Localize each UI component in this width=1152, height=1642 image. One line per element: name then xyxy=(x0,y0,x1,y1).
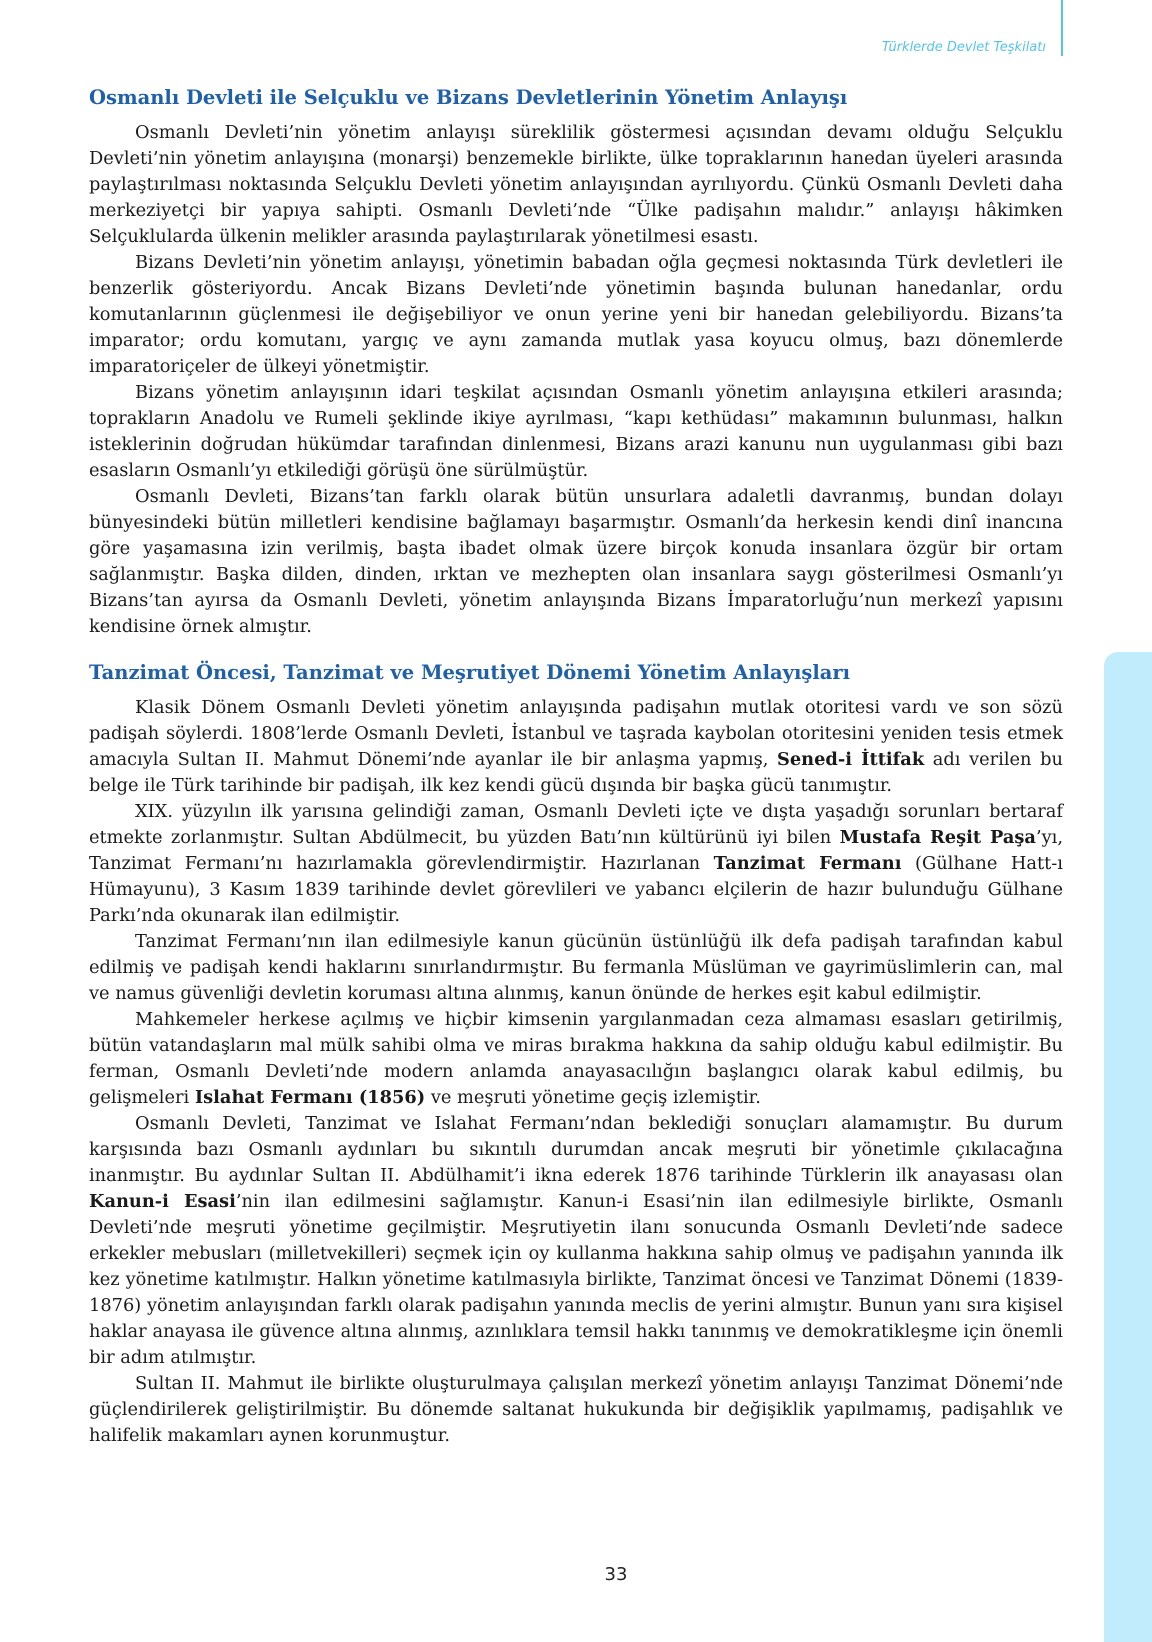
paragraph xyxy=(89,799,1063,929)
text-run: ’nin ilan edilmesini sağlamıştır. Kanun-i Esasi’nin ilan edilmesiyle birlikte, Osmanlı Devleti’nde meşruti yönetime geçilmiştir. Meşrutiyetin ilanı sonucunda Osmanlı Devleti’nde sadece erkekler mebusları (milletvekilleri) seçmek için oy kullanma hakkına sahip olmuş ve padişahın yanında ilk kez yönetime katılmıştır. Halkın yönetime katılmasıyla birlikte, Tanzimat öncesi ve Tanzimat Dönemi (1839-1876) yönetim anlayışından farklı olarak padişahın yanında meclis de yerini almıştır. Bunun yanı sıra kişisel haklar anayasa ile güvence altına alınmış, azınlıklara temsil hakkı tanınmış ve demokratikleşme için önemli bir adım atılmıştır. xyxy=(89,1191,1063,1368)
side-tab xyxy=(1104,652,1152,1642)
bold-term: Sened-i İttifak xyxy=(777,749,925,770)
section-body xyxy=(89,120,1063,640)
paragraph xyxy=(89,1007,1063,1111)
section-heading: Osmanlı Devleti ile Selçuklu ve Bizans Devletlerinin Yönetim Anlayışı xyxy=(89,86,848,109)
text-run: XIX. yüzyılın ilk yarısına gelindiği zaman, Osmanlı Devleti içte ve dışta yaşadığı sorunları bertaraf etmekte zorlanmıştır. Sultan Abdülmecit, bu yüzden Batı’nın kültürünü iyi bilen xyxy=(89,801,1063,848)
paragraph xyxy=(89,1111,1063,1371)
paragraph: Osmanlı Devleti’nin yönetim anlayışı süreklilik göstermesi açısından devamı olduğu Selçuklu Devleti’nin yönetim anlayışına (monarşi) benzemekle birlikte, ülke topraklarının hanedan üyeleri arasında paylaştırılması noktasında Selçuklu Devleti yönetim anlayışından ayrılıyordu. Çünkü Osmanlı Devleti daha merkeziyetçi bir yapıya sahipti. Osmanlı Devleti’nde “Ülke padişahın malıdır.” anlayışı hâkimken Selçuklularda ülkenin melikler arasında paylaştırılarak yönetilmesi esastı. xyxy=(89,122,1063,247)
paragraph: Sultan II. Mahmut ile birlikte oluşturulmaya çalışılan merkezî yönetim anlayışı Tanzimat Dönemi’nde güçlendirilerek geliştirilmiştir. Bu dönemde saltanat hukukunda bir değişiklik yapılmamış, padişahlık ve halifelik makamları aynen korunmuştur. xyxy=(89,1373,1063,1446)
paragraph: Osmanlı Devleti, Bizans’tan farklı olarak bütün unsurlara adaletli davranmış, bundan dolayı bünyesindeki bütün milletleri kendisine bağlamayı başarmıştır. Osmanlı’da herkesin kendi dinî inancına göre yaşamasına izin verilmiş, başta ibadet olmak üzere birçok konuda insanlara özgür bir ortam sağlanmıştır. Başka dilden, dinden, ırktan ve mezhepten olan insanlara saygı gösterilmesi Osmanlı’yı Bizans’tan ayırsa da Osmanlı Devleti, yönetim anlayışında Bizans İmparatorluğu’nun merkezî yapısını kendisine örnek almıştır. xyxy=(89,486,1063,637)
text-run: (Gülhane Hatt-ı Hümayunu), 3 Kasım 1839 tarihinde devlet görevlileri ve yabancı elçilerin de hazır bulunduğu Gülhane Parkı’nda okunarak ilan edilmiştir. xyxy=(89,853,1063,926)
text-run: Osmanlı Devleti, Tanzimat ve Islahat Fermanı’ndan beklediği sonuçları alamamıştır. Bu durum karşısında bazı Osmanlı aydınları bu sıkıntılı durumdan ancak meşruti bir yönetimle çıkılacağına inanmıştır. Bu aydınlar Sultan II. Abdülhamit’i ikna ederek 1876 tarihinde Türklerin ilk anayasası olan xyxy=(89,1113,1063,1186)
paragraph xyxy=(89,695,1063,799)
text-run: ve meşruti yönetime geçiş izlemiştir. xyxy=(425,1087,761,1108)
paragraph: Tanzimat Fermanı’nın ilan edilmesiyle kanun gücünün üstünlüğü ilk defa padişah tarafından kabul edilmiş ve padişah kendi haklarını sınırlandırmıştır. Bu fermanla Müslüman ve gayrimüslimlerin can, mal ve namus güvenliği devletin koruması altına alınmış, kanun önünde de herkes eşit kabul edilmiştir. xyxy=(89,931,1063,1004)
header-rule xyxy=(1061,0,1063,56)
text-run: adı verilen bu belge ile Türk tarihinde bir padişah, ilk kez kendi gücü dışında bir başka gücü tanımıştır. xyxy=(89,749,1063,796)
bold-term: Mustafa Reşit Paşa xyxy=(839,827,1036,848)
section-selcuklu-bizans xyxy=(89,84,1063,640)
text-run: Klasik Dönem Osmanlı Devleti yönetim anlayışında padişahın mutlak otoritesi vardı ve son sözü padişah söylerdi. 1808’lerde Osmanlı Devleti, İstanbul ve taşrada kaybolan otoritesini yeniden tesis etmek amacıyla Sultan II. Mahmut Dönemi’nde ayanlar ile bir anlaşma yapmış, xyxy=(89,697,1063,770)
text-run: ’yı, Tanzimat Fermanı’nı hazırlamakla görevlendirmiştir. Hazırlanan xyxy=(89,827,1063,874)
section-body xyxy=(89,695,1063,1449)
bold-term: Islahat Fermanı (1856) xyxy=(194,1087,426,1108)
section-tanzimat xyxy=(89,659,1063,1449)
page-content xyxy=(89,84,1063,1449)
paragraph: Bizans yönetim anlayışının idari teşkilat açısından Osmanlı yönetim anlayışına etkileri arasında; toprakların Anadolu ve Rumeli şeklinde ikiye ayrılması, “kapı kethüdası” makamının bulunması, halkın isteklerinin doğrudan hükümdar tarafından dinlenmesi, Bizans arazi kanunu nun uygulanması gibi bazı esasların Osmanlı’yı etkilediği görüşü öne sürülmüştür. xyxy=(89,382,1063,481)
paragraph: Bizans Devleti’nin yönetim anlayışı, yönetimin babadan oğla geçmesi noktasında Türk devletleri ile benzerlik gösteriyordu. Ancak Bizans Devleti’nde yönetimin başında bulunan hanedanlar, ordu komutanlarının güçlenmesi ile değişebiliyor ve onun yerine yeni bir hanedan gelebiliyordu. Bizans’ta imparator; ordu komutanı, yargıç ve aynı zamanda mutlak yasa koyucu olmuş, bazı dönemlerde imparatoriçeler de ülkeyi yönetmiştir. xyxy=(89,252,1063,377)
page-number: 33 xyxy=(604,1564,628,1585)
running-header: Türklerde Devlet Teşkilatı xyxy=(881,40,1046,55)
bold-term: Kanun-i Esasi xyxy=(89,1191,236,1212)
text-run: Mahkemeler herkese açılmış ve hiçbir kimsenin yargılanmadan ceza almaması esasları getirilmiş, bütün vatandaşların mal mülk sahibi olma ve miras bırakma hakkına da sahip olduğu kabul edilmiştir. Bu ferman, Osmanlı Devleti’nde modern anlamda anayasacılığın başlangıcı olarak kabul edilmiş, bu gelişmeleri xyxy=(89,1009,1063,1108)
bold-term: Tanzimat Fermanı xyxy=(713,853,902,874)
section-heading: Tanzimat Öncesi, Tanzimat ve Meşrutiyet Dönemi Yönetim Anlayışları xyxy=(89,661,851,684)
